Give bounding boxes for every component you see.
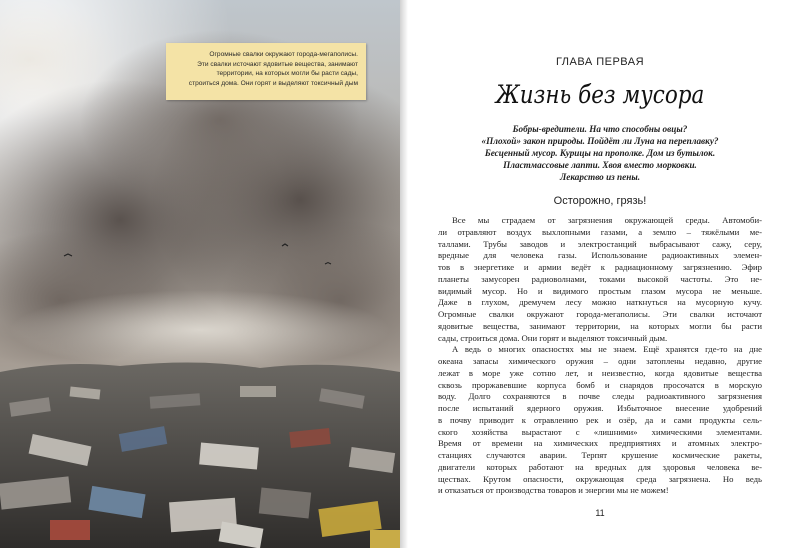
body-line: сквозь проржавевшие корпуса бомб и снарядов просочатся в морскую <box>438 379 762 390</box>
body-line: вредные для человека газы. Использование радиоактивных элемен- <box>438 250 762 261</box>
body-line: Время от времени на химических предприятиях и атомных электро- <box>438 438 762 449</box>
body-line: ществах. Крутом опасности, окружающая среда загрязнена. Но ведь <box>438 473 762 484</box>
chapter-contents-line: «Плохой» закон природы. Пойдёт ли Луна на переплавку? <box>481 135 719 146</box>
photo-caption-line: Эти свалки источают ядовитые вещества, занимают <box>197 60 358 68</box>
photo-caption-line: Огромные свалки окружают города-мегаполисы. <box>209 51 358 58</box>
body-line: двигатели которых работают на вредных для здоровья человека ве- <box>438 461 762 472</box>
body-line: Даже в глухом, дремучем лесу можно наткнуться на мусорную кучу. <box>438 297 762 308</box>
body-line: Все мы страдаем от загрязнения окружающей среды. Автомоби- <box>452 215 762 225</box>
body-line: и отказаться от производства товаров и энергии мы не можем! <box>438 485 669 496</box>
chapter-label: ГЛАВА ПЕРВАЯ <box>555 56 645 68</box>
chapter-contents-line: Бесценный мусор. Курицы на прополке. Дом из бутылок. <box>484 147 716 158</box>
chapter-contents-line: Лекарство из пены. <box>559 171 641 182</box>
section-heading: Осторожно, грязь! <box>553 195 647 207</box>
text-page <box>400 0 800 548</box>
chapter-contents-line: Пластмассовые лапти. Хвоя вместо морковки. <box>503 159 697 170</box>
body-line: тов в энергетике и армии ведёт к радиационному загрязнению. Эфир <box>438 262 762 272</box>
body-line: воду. Долго сохраняются в почве следы радиоактивного загрязнения <box>438 391 762 402</box>
body-line: сады, строиться дома. Они горят и выделяют токсичный дым. <box>438 332 668 343</box>
body-line: после испытаний ядерного оружия. Избыточное внесение удобрений <box>438 403 762 413</box>
body-line: лежат в море уже сотню лет, и неизвестно, когда ядовитые вещества <box>438 367 762 378</box>
body-line: Огромные свалки окружают города-мегаполисы. Эти свалки источают <box>438 309 762 319</box>
body-line: видимый мусор. Но и видимого простым глазом мусора не меньше. <box>438 285 762 296</box>
body-line: ядовитые вещества, занимают территории, на которых могли бы расти <box>438 320 762 331</box>
photo-caption-line: территории, на которых могли бы расти сады, <box>216 70 358 78</box>
body-line: планеты замусорен радиоволнами, токами высокой частоты. Это не- <box>438 273 762 284</box>
body-line: в почву приводит к отравлению рек и озёр, да и сами продукты сель- <box>438 414 762 425</box>
chapter-contents <box>420 124 780 184</box>
body-line: океана запасы химического оружия – одни затоплены недавно, другие <box>438 356 762 366</box>
body-line: станциях случаются аварии. Терпят крушение космические ракеты, <box>438 450 762 460</box>
photo-caption <box>166 43 366 100</box>
body-line: ли отравляют воздух выхлопными газами, а землю – тяжёлыми ме- <box>438 226 762 237</box>
body-line: таллами. Трубы заводов и электростанций выбрасывают сажу, серу, <box>438 238 762 249</box>
photo-caption-line: строиться дома. Они горят и выделяют токсичный дым <box>188 79 358 87</box>
body-line: ского хозяйства вырастают с «лишними» химическими элементами. <box>438 426 762 437</box>
body-line: А ведь о многих опасностях мы не знаем. Ещё хранятся где-то на дне <box>452 344 762 355</box>
chapter-contents-line: Бобры-вредители. На что способны овцы? <box>512 124 688 134</box>
page-number: 11 <box>595 508 605 518</box>
chapter-title: Жизнь без мусора <box>495 80 705 109</box>
body-text <box>438 215 762 497</box>
